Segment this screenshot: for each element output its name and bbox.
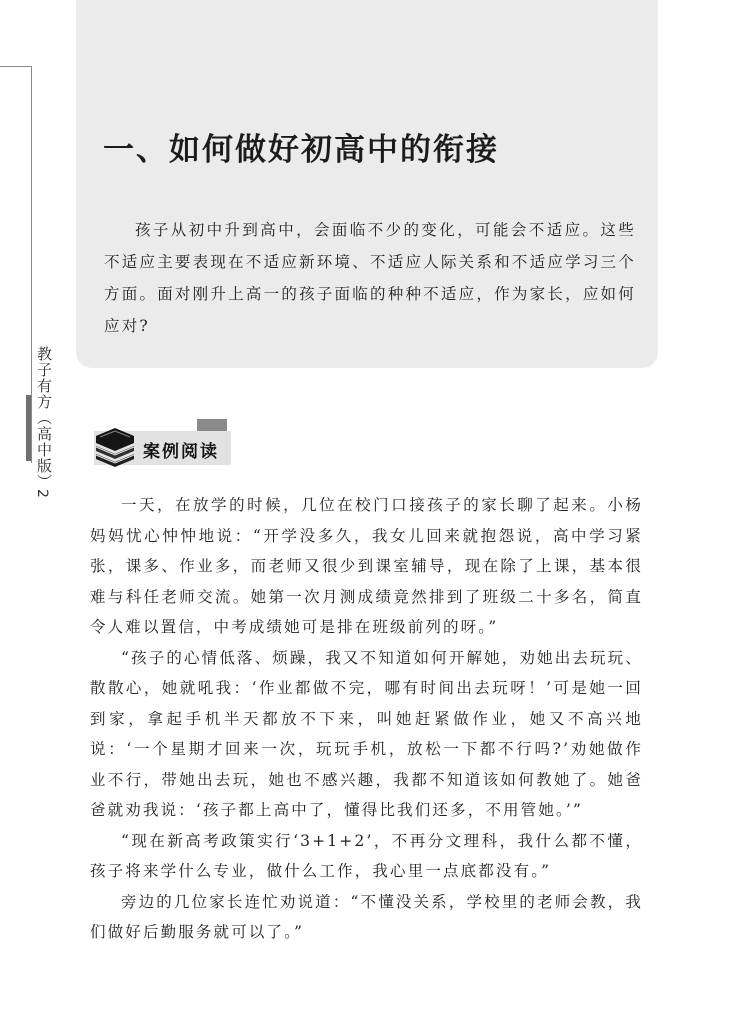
books-icon [90,424,140,468]
paragraph: “现在新高考政策实行‘3+1+2’，不再分文理科，我什么都不懂，孩子将来学什么专业，做什么工作，我心里一点底都没有。” [90,831,643,880]
paragraph: 旁边的几位家长连忙劝说道：“不懂没关系，学校里的老师会教，我们做好后勤服务就可以了。” [90,892,643,941]
page-number: 2 [34,489,50,498]
body-text [90,490,643,948]
section-badge-tab [197,419,227,431]
running-header-title: 教子有方（高中版） [35,346,53,490]
paragraph: “孩子的心情低落、烦躁，我又不知道如何开解她，劝她出去玩玩、散散心，她就吼我：‘作业都做不完，哪有时间出去玩呀！’可是她一回到家，拿起手机半天都放不下来，叫她赶紧做作业，她又不高兴地说：‘一个星期才回来一次，玩玩手机，放松一下都不行吗?’劝她做作业不行，带她出去玩，她也不感兴趣，我都不知道该如何教她了。她爸爸就劝我说：‘孩子都上高中了，懂得比我们还多，不用管她。’” [90,648,643,819]
section-label: 案例阅读 [143,442,219,462]
margin-accent-bar [26,395,31,461]
chapter-intro: 孩子从初中升到高中，会面临不少的变化，可能会不适应。这些不适应主要表现在不适应新环境、不适应人际关系和不适应学习三个方面。面对刚升上高一的孩子面临的种种不适应，作为家长，应如何应对? [104,221,636,335]
chapter-title: 一、如何做好初高中的衔接 [103,132,499,168]
paragraph: 一天，在放学的时候，几位在校门口接孩子的家长聊了起来。小杨妈妈忧心忡忡地说：“开学没多久，我女儿回来就抱怨说，高中学习紧张，课多、作业多，而老师又很少到课室辅导，现在除了上课，基本很难与科任老师交流。她第一次月测成绩竟然排到了班级二十多名，简直令人难以置信，中考成绩她可是排在班级前列的呀。” [90,496,643,636]
